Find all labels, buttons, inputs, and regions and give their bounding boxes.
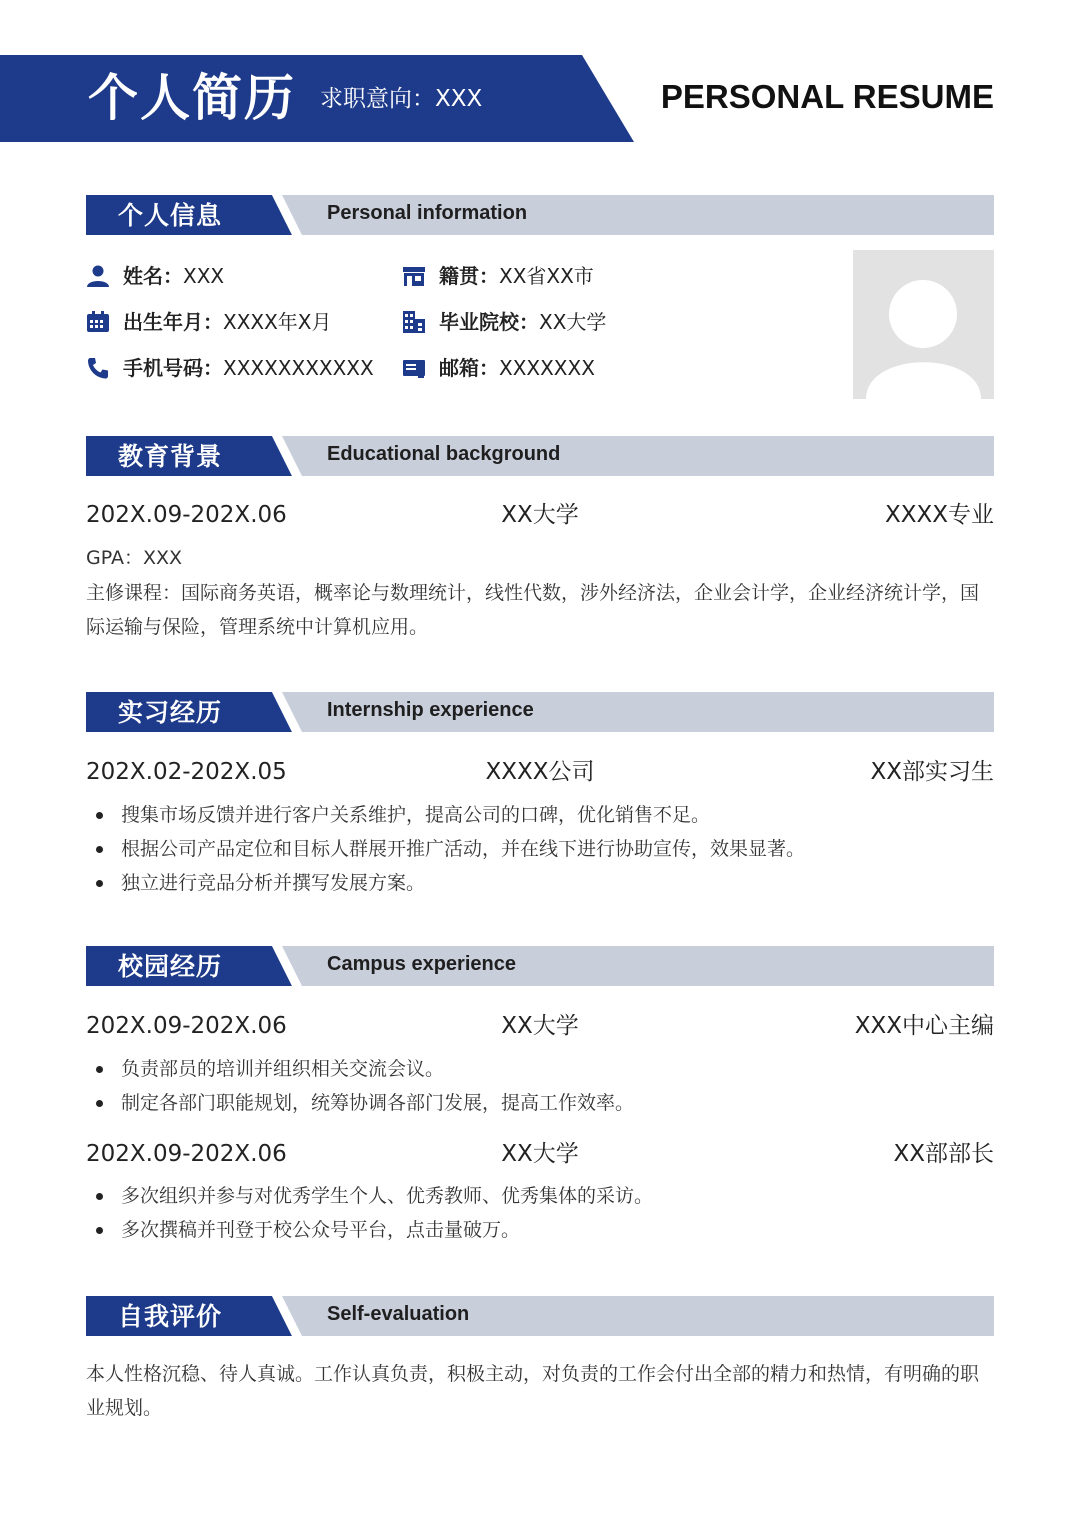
info-value: XX省XX市 (499, 264, 594, 288)
internship-entry (86, 755, 994, 789)
profile-photo (853, 250, 994, 399)
internship-bullets (86, 798, 994, 900)
section-title-cn: 个人信息 (118, 201, 223, 230)
house-icon (402, 265, 426, 287)
list-item: 制定各部门职能规划，统筹协调各部门发展，提高工作效率。 (86, 1086, 994, 1120)
mail-icon (402, 357, 426, 379)
entry-period: 202X.02-202X.05 (86, 759, 287, 785)
list-item: 多次组织并参与对优秀学生个人、优秀教师、优秀集体的采访。 (86, 1179, 994, 1213)
job-intent: 求职意向：XXX (320, 86, 483, 112)
resume-title: 个人简历 (88, 69, 296, 127)
list-item: 根据公司产品定位和目标人群展开推广活动，并在线下进行协助宣传，效果显著。 (86, 832, 994, 866)
campus-bullets (86, 1179, 994, 1247)
campus-bullets (86, 1052, 994, 1120)
person-icon (86, 265, 110, 287)
info-value: XXX (183, 264, 225, 288)
info-value: XXXXXXX (499, 356, 595, 380)
list-item: 负责部员的培训并组织相关交流会议。 (86, 1052, 994, 1086)
list-item: 搜集市场反馈并进行客户关系维护，提高公司的口碑，优化销售不足。 (86, 798, 994, 832)
section-personal-header (86, 195, 994, 235)
education-gpa: GPA：XXX (86, 547, 183, 569)
entry-school: XX大学 (501, 502, 579, 528)
list-item: 独立进行竞品分析并撰写发展方案。 (86, 866, 994, 900)
list-item: 多次撰稿并刊登于校公众号平台，点击量破万。 (86, 1213, 994, 1247)
section-title-en: Internship experience (327, 699, 534, 721)
entry-company: XXXX公司 (485, 759, 595, 785)
entry-period: 202X.09-202X.06 (86, 502, 287, 528)
entry-school: XX大学 (501, 1013, 579, 1039)
section-title-cn: 校园经历 (118, 952, 223, 981)
phone-icon (86, 357, 110, 379)
section-title-en: Self-evaluation (327, 1303, 470, 1325)
info-label: 邮箱： (439, 356, 499, 380)
self-evaluation-text: 本人性格沉稳、待人真诚。工作认真负责，积极主动，对负责的工作会付出全部的精力和热情，有明确的职业规划。 (86, 1363, 980, 1419)
education-courses: 主修课程：国际商务英语，概率论与数理统计，线性代数，涉外经济法，企业会计学，企业经济统计学，国际运输与保险，管理系统中计算机应用。 (86, 582, 980, 638)
campus-entry (86, 1137, 994, 1171)
building-icon (402, 311, 426, 333)
section-title-cn: 自我评价 (118, 1302, 223, 1331)
avatar-placeholder-icon (853, 250, 994, 399)
info-value: XXXXXXXXXXX (223, 356, 374, 380)
section-title-cn: 实习经历 (118, 698, 223, 727)
entry-period: 202X.09-202X.06 (86, 1013, 287, 1039)
section-internship-header (86, 692, 994, 732)
info-label: 手机号码： (123, 356, 223, 380)
entry-major: XXXX专业 (884, 502, 994, 528)
education-entry (86, 498, 994, 532)
info-value: XX大学 (539, 310, 607, 334)
info-label: 出生年月： (123, 310, 223, 334)
section-self-header (86, 1296, 994, 1336)
calendar-icon (86, 311, 110, 333)
section-title-en: Educational background (327, 443, 561, 465)
section-campus-header (86, 946, 994, 986)
entry-school: XX大学 (501, 1141, 579, 1167)
entry-role: XX部实习生 (870, 759, 994, 785)
entry-period: 202X.09-202X.06 (86, 1141, 287, 1167)
info-label: 籍贯： (439, 264, 499, 288)
entry-role: XXX中心主编 (854, 1013, 994, 1039)
entry-role: XX部部长 (893, 1141, 994, 1167)
english-title: PERSONAL RESUME (660, 78, 994, 115)
section-title-cn: 教育背景 (118, 442, 223, 471)
info-label: 姓名： (123, 264, 183, 288)
section-title-en: Personal information (327, 202, 528, 224)
campus-entry (86, 1009, 994, 1043)
info-label: 毕业院校： (439, 310, 539, 334)
info-value: XXXX年X月 (223, 310, 332, 334)
section-education-header (86, 436, 994, 476)
section-title-en: Campus experience (327, 953, 516, 975)
